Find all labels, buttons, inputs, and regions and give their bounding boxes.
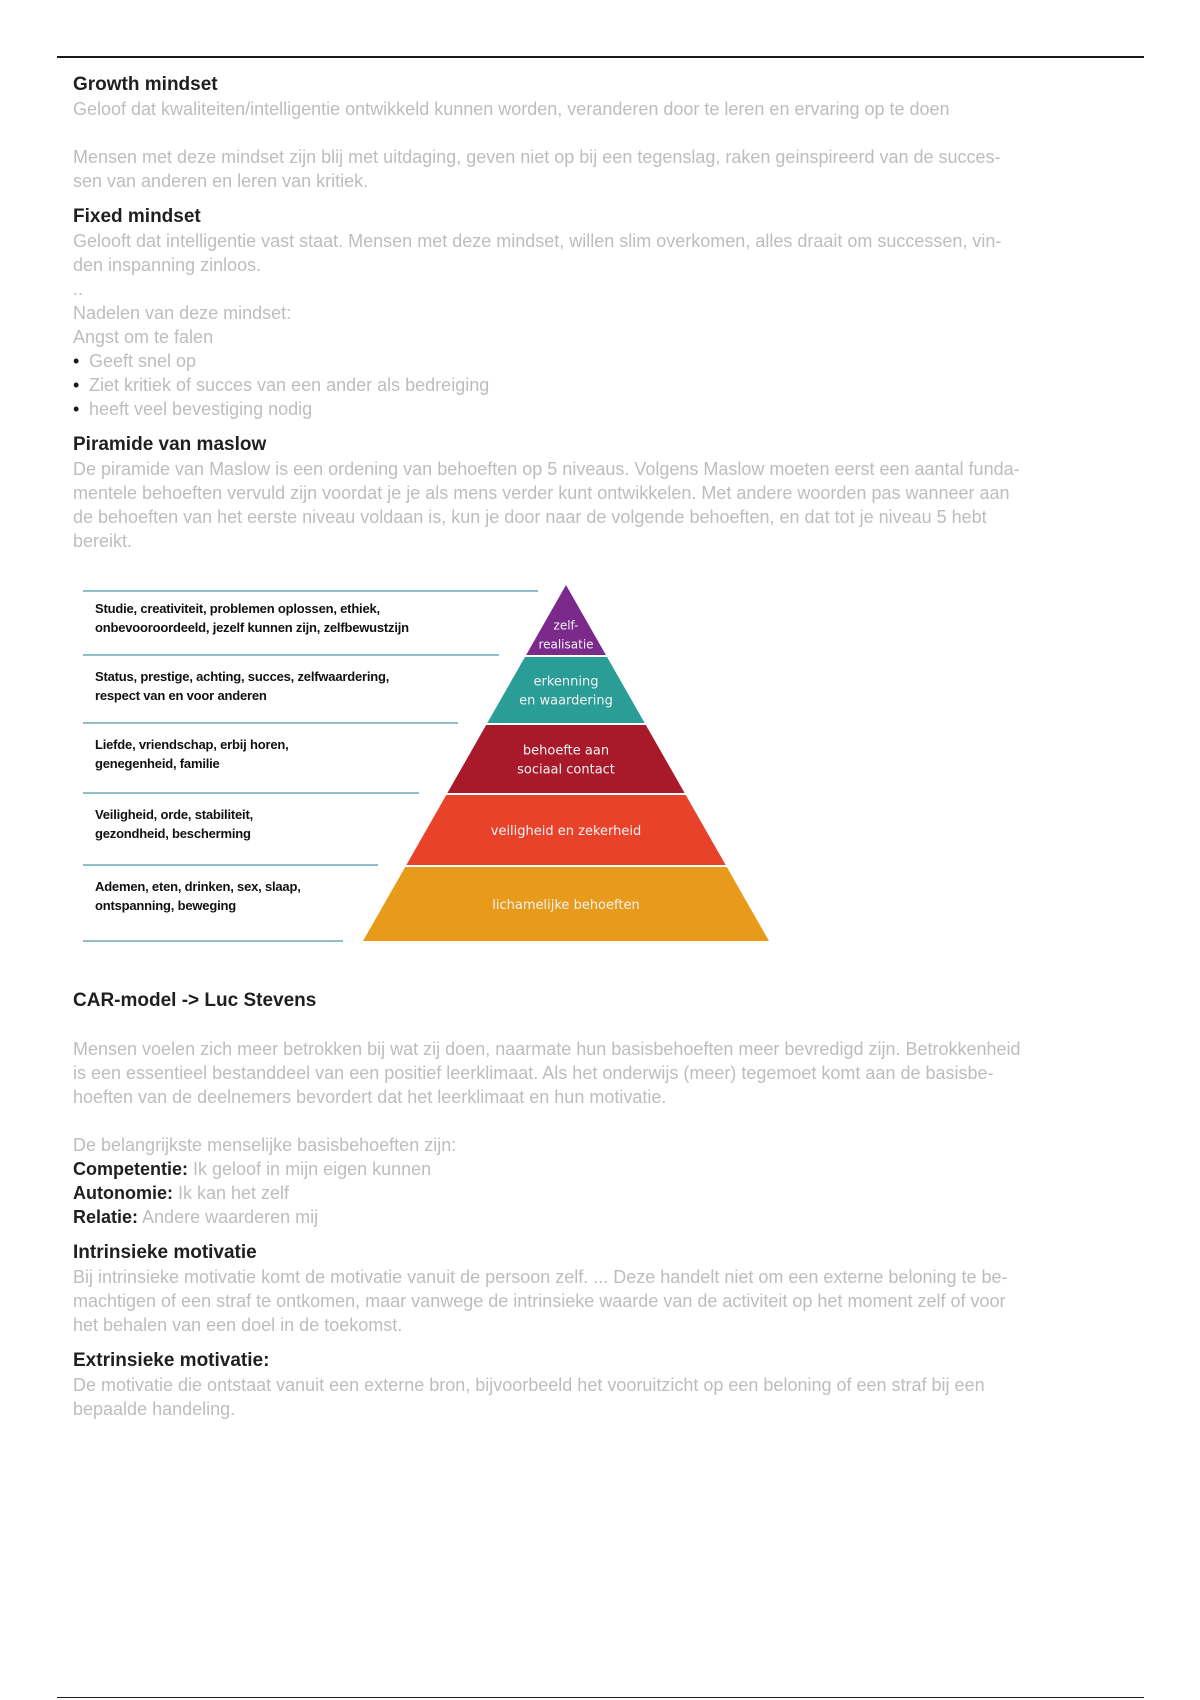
- paragraph-line: Gelooft dat intelligentie vast staat. Mensen met deze mindset, willen slim overkomen, alles draait om successen, vin-: [73, 231, 1002, 251]
- top-rule: [57, 56, 1144, 58]
- section-car-model: [73, 989, 1133, 1229]
- pyramid-level-description: Status, prestige, achting, succes, zelfwaardering, respect van en voor anderen: [95, 669, 390, 703]
- section-intrinsic: [73, 1241, 1133, 1337]
- pyramid-level-label: zelf-: [553, 618, 579, 633]
- paragraph-line: den inspanning zinloos.: [73, 255, 262, 275]
- paragraph-line: Bij intrinsieke motivatie komt de motivatie vanuit de persoon zelf. ... Deze handelt niet om een externe beloning te be-: [73, 1267, 1008, 1287]
- paragraph-line: De motivatie die ontstaat vanuit een externe bron, bijvoorbeeld het vooruitzicht op een beloning of een straf bij een: [73, 1375, 985, 1395]
- pyramid-level-3: [447, 725, 684, 793]
- section-title: Extrinsieke motivatie:: [73, 1350, 270, 1371]
- bullet-item: • Geeft snel op: [73, 351, 197, 371]
- bottom-rule: [57, 1697, 1144, 1698]
- pyramid-level-label: sociaal contact: [517, 762, 615, 778]
- pyramid-level-label: en waardering: [519, 693, 613, 709]
- paragraph-line: De belangrijkste menselijke basisbehoeften zijn:: [73, 1135, 457, 1155]
- pyramid-level-label: veiligheid en zekerheid: [490, 824, 642, 839]
- paragraph-line: De piramide van Maslow is een ordening van behoeften op 5 niveaus. Volgens Maslow moeten eerst een aantal funda-: [73, 459, 1020, 479]
- bullet-item: • heeft veel bevestiging nodig: [73, 399, 313, 419]
- section-extrinsic: [73, 1349, 1133, 1421]
- need-item: Relatie: Andere waarderen mij: [73, 1207, 319, 1227]
- pyramid-level-label: realisatie: [538, 637, 594, 652]
- paragraph-line: Mensen voelen zich meer betrokken bij wat zij doen, naarmate hun basisbehoeften meer bevredigd zijn. Betrokkenheid: [73, 1039, 1021, 1059]
- maslow-pyramid-figure: [73, 583, 1133, 963]
- pyramid-level-label: erkenning: [533, 674, 599, 690]
- pyramid-level-label: lichamelijke behoeften: [492, 898, 640, 913]
- paragraph-line: Angst om te falen: [73, 327, 214, 347]
- paragraph-line: Mensen met deze mindset zijn blij met uitdaging, geven niet op bij een tegenslag, raken geinspireerd van de succes-: [73, 147, 1001, 167]
- pyramid-level-description: Veiligheid, orde, stabiliteit, gezondheid, bescherming: [95, 807, 253, 841]
- need-item: Autonomie: Ik kan het zelf: [73, 1183, 290, 1203]
- section-fixed-mindset: [73, 205, 1133, 421]
- paragraph-line: de behoeften van het eerste niveau voldaan is, kun je door naar de volgende behoeften, en dat tot je niveau 5 hebt: [73, 507, 987, 527]
- pyramid-level-description: Ademen, eten, drinken, sex, slaap, ontspanning, beweging: [95, 879, 301, 913]
- section-growth-mindset: [73, 73, 1133, 193]
- pyramid-level-label: behoefte aan: [522, 743, 610, 759]
- paragraph-line: Geloof dat kwaliteiten/intelligentie ontwikkeld kunnen worden, veranderen door te leren en ervaring op te doen: [73, 99, 950, 119]
- section-title: Fixed mindset: [73, 206, 201, 227]
- ellipsis-line: ..: [73, 279, 84, 299]
- section-title: Intrinsieke motivatie: [73, 1242, 257, 1263]
- section-title: Growth mindset: [73, 74, 218, 95]
- paragraph-line: hoeften van de deelnemers bevordert dat het leerklimaat en hun motivatie.: [73, 1087, 667, 1107]
- paragraph-line: sen van anderen en leren van kritiek.: [73, 171, 369, 191]
- document-body: [73, 73, 1133, 1421]
- section-title: CAR-model -> Luc Stevens: [73, 990, 317, 1011]
- paragraph-line: bereikt.: [73, 531, 133, 551]
- need-item: Competentie: Ik geloof in mijn eigen kunnen: [73, 1159, 432, 1179]
- paragraph-line: het behalen van een doel in de toekomst.: [73, 1315, 403, 1335]
- paragraph-line: machtigen of een straf te ontkomen, maar vanwege de intrinsieke waarde van de activiteit op het moment zelf of voor: [73, 1291, 1006, 1311]
- paragraph-line: is een essentieel bestanddeel van een positief leerklimaat. Als het onderwijs (meer) tegemoet komt aan de basisbe-: [73, 1063, 994, 1083]
- bullet-item: • Ziet kritiek of succes van een ander als bedreiging: [73, 375, 490, 395]
- pyramid-level-description: Liefde, vriendschap, erbij horen, genegenheid, familie: [95, 737, 289, 771]
- section-maslow: [73, 433, 1133, 963]
- pyramid-level-2: [487, 657, 644, 723]
- pyramid-level-description: Studie, creativiteit, problemen oplossen, ethiek, onbevooroordeeld, jezelf kunnen zijn, zelfbewustzijn: [95, 601, 409, 635]
- paragraph-line: mentele behoeften vervuld zijn voordat je je als mens verder kunt ontwikkelen. Met andere woorden pas wanneer aan: [73, 483, 1010, 503]
- paragraph-line: bepaalde handeling.: [73, 1399, 236, 1419]
- section-title: Piramide van maslow: [73, 434, 267, 455]
- paragraph-line: Nadelen van deze mindset:: [73, 303, 292, 323]
